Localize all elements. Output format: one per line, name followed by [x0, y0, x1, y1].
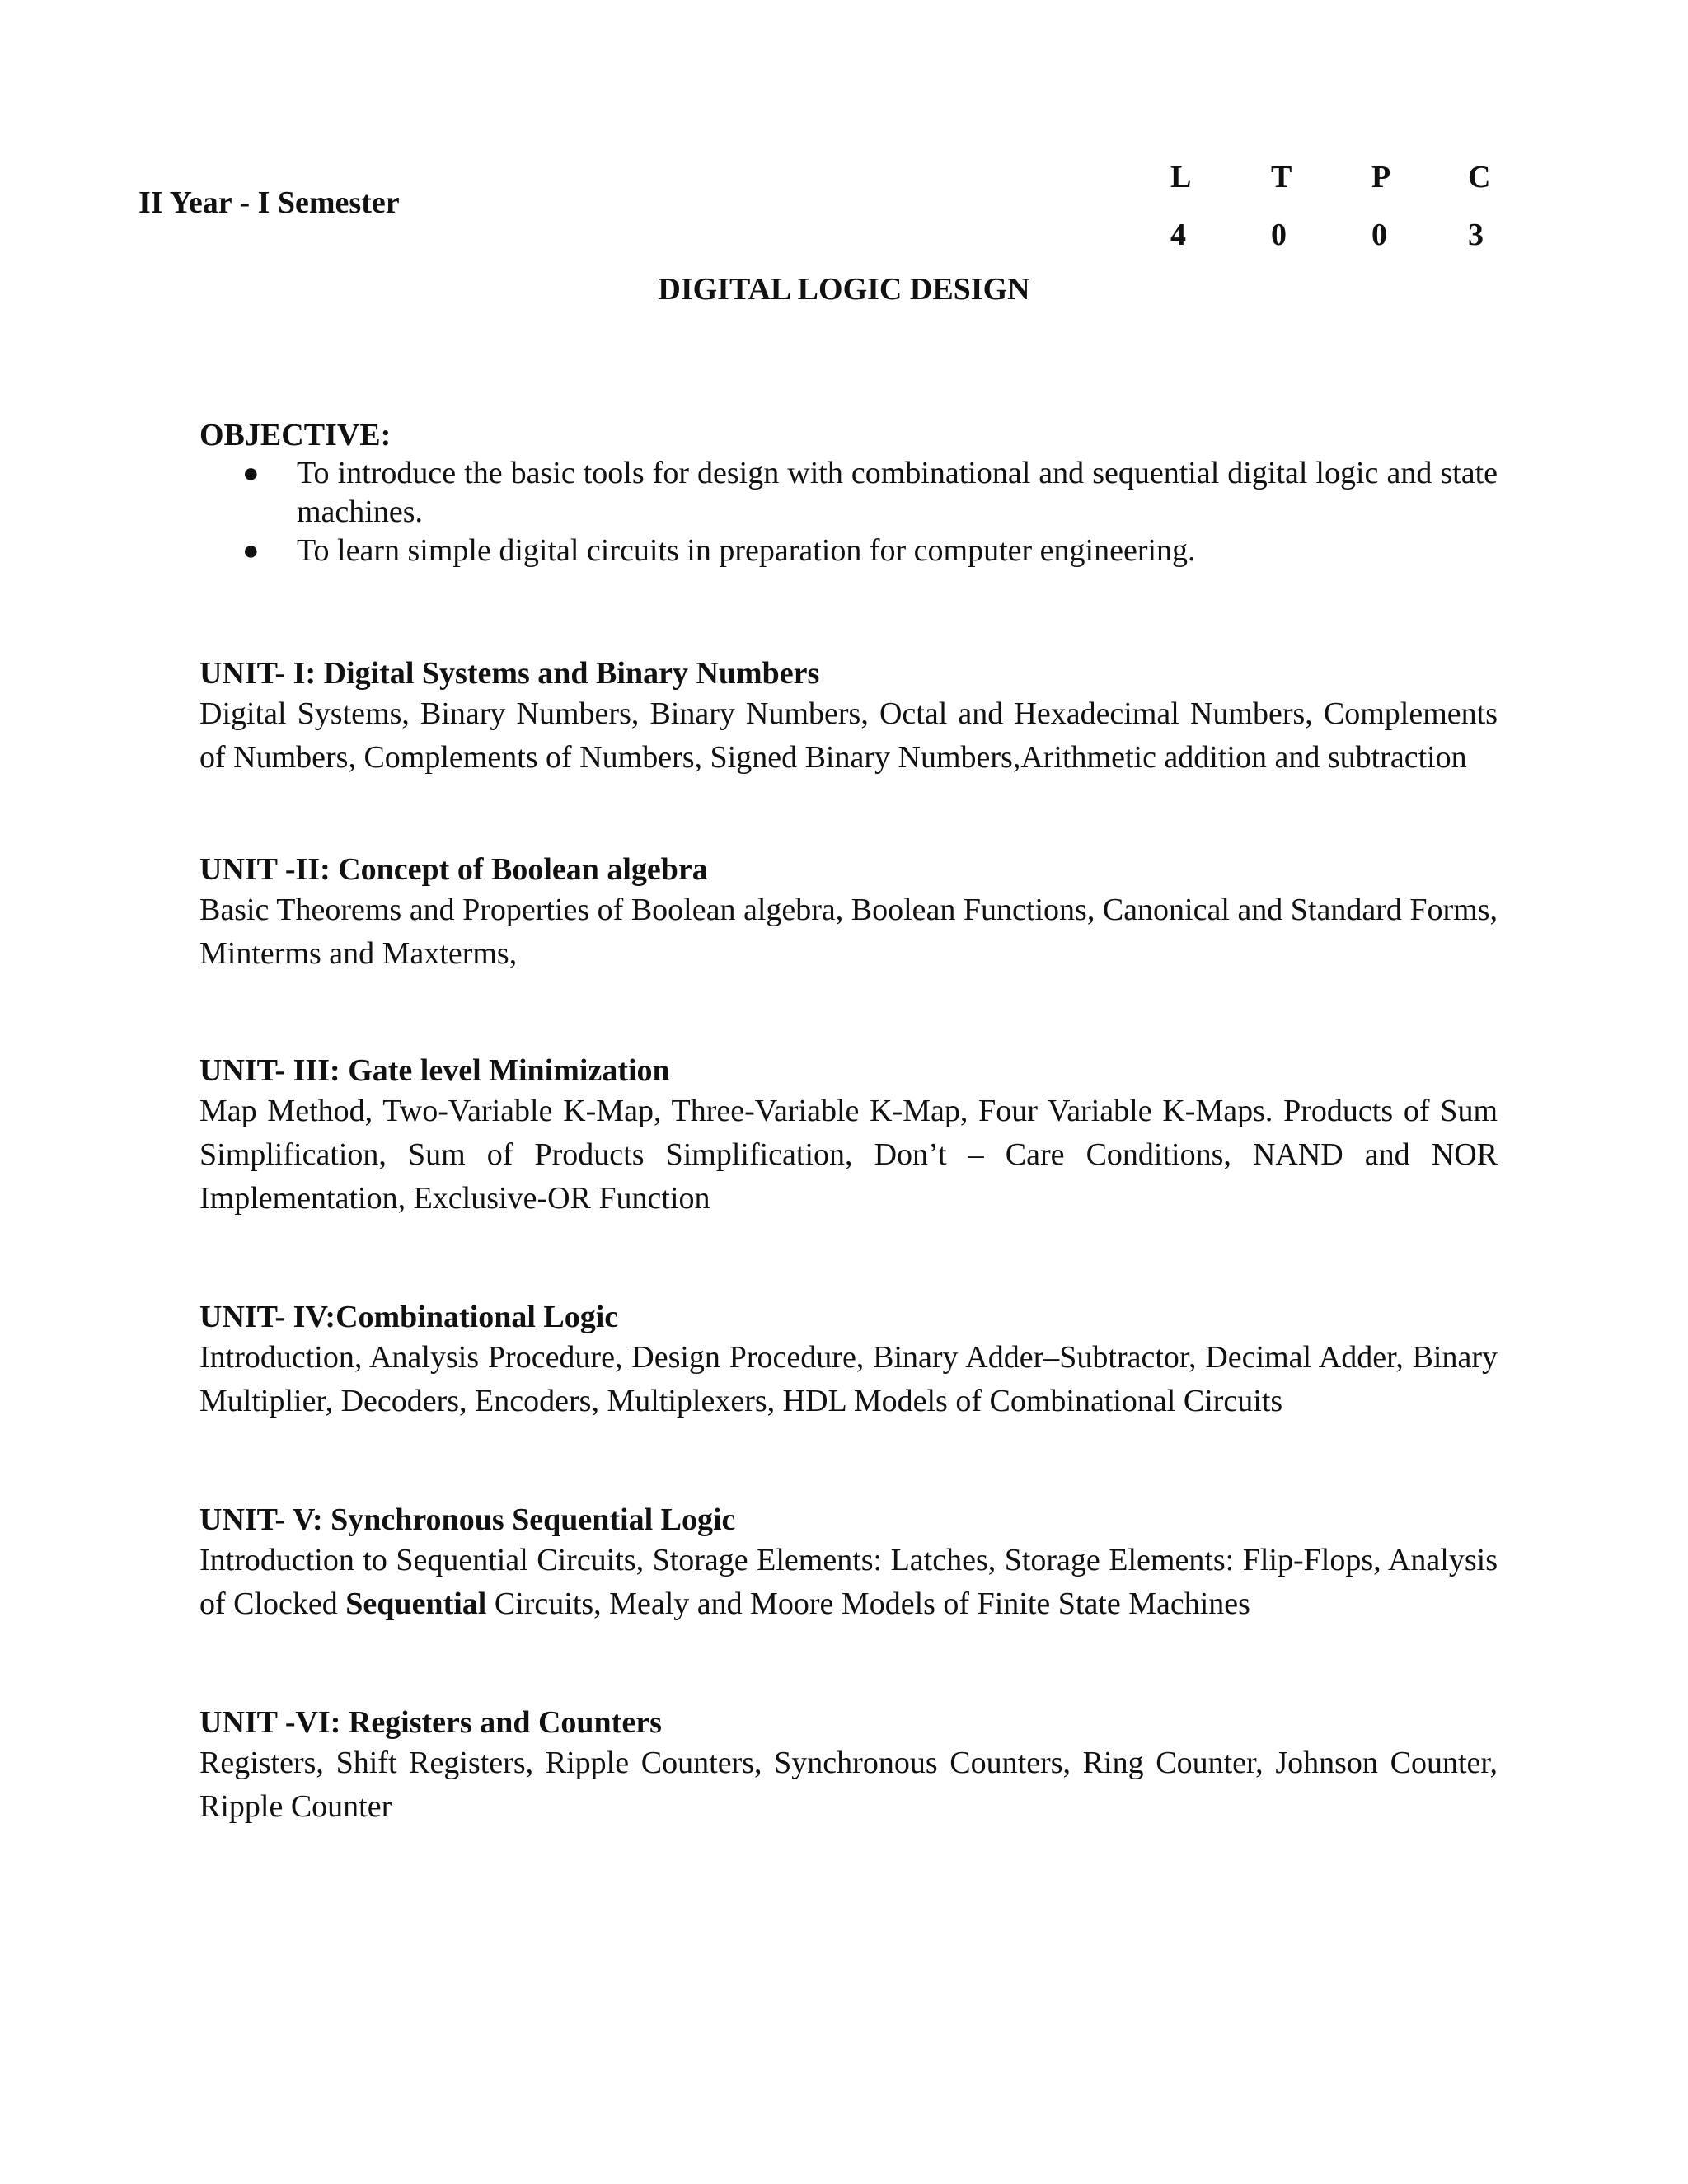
credit-column-p [1372, 148, 1390, 264]
objective-heading: OBJECTIVE: [199, 418, 392, 452]
credit-column-c [1468, 148, 1490, 264]
credit-value-l: 4 [1170, 218, 1186, 252]
credit-value-t: 0 [1271, 218, 1287, 252]
unit-5-body-emphasis: Sequential [345, 1586, 487, 1621]
unit-6-section [199, 1704, 1498, 1829]
objective-item [199, 532, 1498, 570]
course-title [0, 266, 1688, 312]
objective-item [199, 454, 1498, 532]
unit-6-heading: UNIT -VI: Registers and Counters [199, 1705, 662, 1740]
bullet-icon: ● [242, 536, 260, 566]
unit-5-body-pre: Introduction to Sequential Circuits, Storage Elements: Latches, Storage Elements: Flip-Flops, Analysis of Clocked [199, 1543, 1498, 1621]
objective-list [199, 454, 1498, 570]
credit-label-p: P [1372, 160, 1391, 194]
unit-4-heading: UNIT- IV:Combinational Logic [199, 1300, 619, 1334]
objective-item-text: To introduce the basic tools for design with combinational and sequential digital logic and state machines. [297, 456, 1498, 529]
unit-5-body-post: Circuits, Mealy and Moore Models of Finite State Machines [486, 1586, 1250, 1621]
credit-value-p: 0 [1372, 218, 1387, 252]
unit-5-heading: UNIT- V: Synchronous Sequential Logic [199, 1502, 736, 1537]
semester-label: II Year - I Semester [138, 185, 400, 220]
credit-label-c: C [1468, 160, 1491, 194]
unit-1-section [199, 654, 1498, 780]
credit-value-c: 3 [1468, 218, 1484, 252]
unit-1-heading: UNIT- I: Digital Systems and Binary Numbers [199, 656, 820, 691]
credit-column-l [1170, 148, 1191, 264]
credit-label-l: L [1170, 160, 1192, 194]
objective-item-text: To learn simple digital circuits in preparation for computer engineering. [297, 533, 1196, 568]
unit-3-body: Map Method, Two-Variable K-Map, Three-Variable K-Map, Four Variable K-Maps. Products of Sum Simplification, Sum of Products Simplification, Don’t – Care Conditions, NAND and NOR Implementation, Exclusive-OR Function [199, 1094, 1498, 1216]
unit-5-section [199, 1501, 1498, 1626]
credit-label-t: T [1271, 160, 1292, 194]
unit-3-heading: UNIT- III: Gate level Minimization [199, 1053, 670, 1088]
bullet-icon: ● [242, 458, 260, 489]
course-title-text: DIGITAL LOGIC DESIGN [658, 272, 1030, 307]
unit-1-body: Digital Systems, Binary Numbers, Binary Numbers, Octal and Hexadecimal Numbers, Complements of Numbers, Complements of Numbers, Signed Binary Numbers,Arithmetic addition and subtraction [199, 696, 1498, 775]
unit-4-body: Introduction, Analysis Procedure, Design Procedure, Binary Adder–Subtractor, Decimal Adder, Binary Multiplier, Decoders, Encoders, Multiplexers, HDL Models of Combinational Circuits [199, 1340, 1498, 1418]
unit-2-heading: UNIT -II: Concept of Boolean algebra [199, 852, 708, 887]
unit-5-body [199, 1539, 1498, 1626]
unit-6-body: Registers, Shift Registers, Ripple Counters, Synchronous Counters, Ring Counter, Johnson Counter, Ripple Counter [199, 1746, 1498, 1824]
unit-3-section [199, 1052, 1498, 1221]
unit-2-section [199, 851, 1498, 976]
credit-column-t [1271, 148, 1292, 264]
objective-section [199, 416, 1498, 570]
unit-2-body: Basic Theorems and Properties of Boolean algebra, Boolean Functions, Canonical and Standard Forms, Minterms and Maxterms, [199, 893, 1498, 971]
unit-4-section [199, 1298, 1498, 1423]
